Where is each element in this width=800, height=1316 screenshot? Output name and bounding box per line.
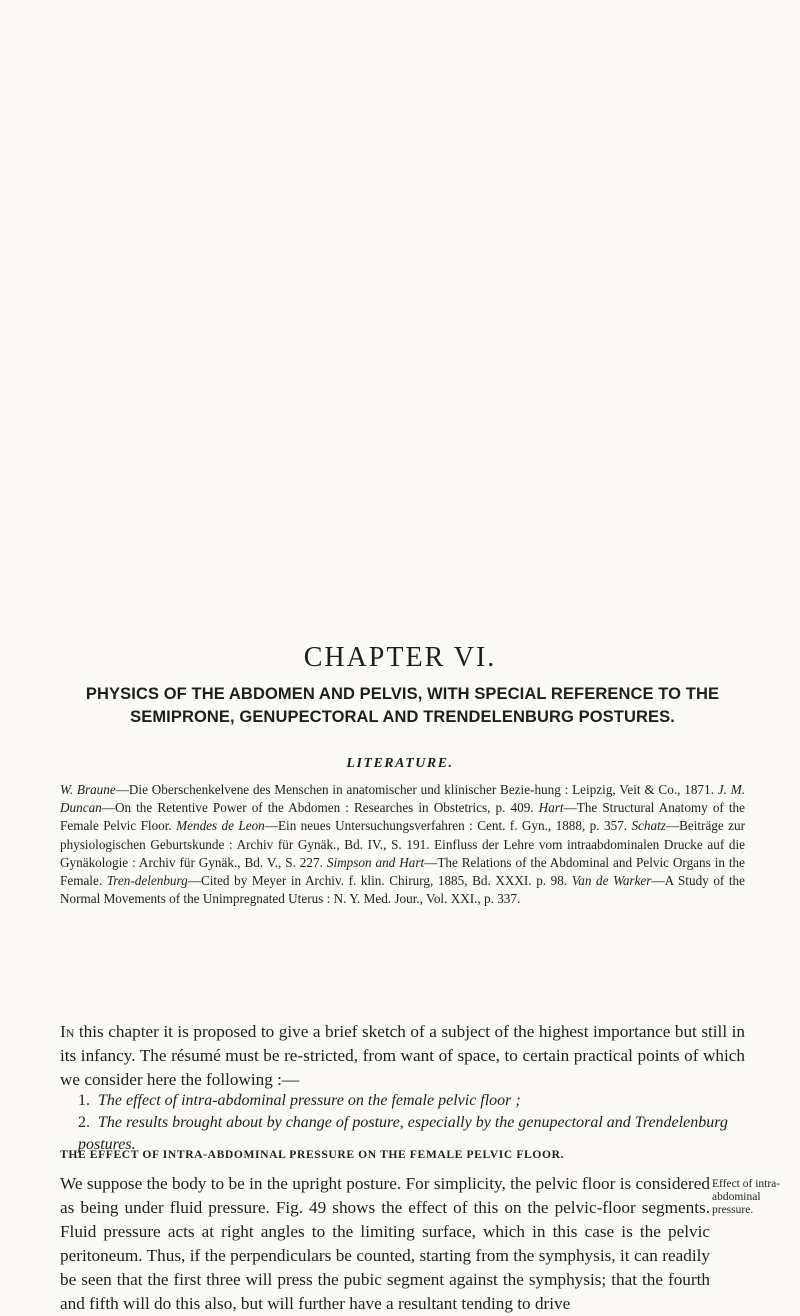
chapter-number: CHAPTER VI. — [303, 642, 497, 673]
chapter-title: PHYSICS OF THE ABDOMEN AND PELVIS, WITH SPECIAL REFERENCE TO THE SEMIPRONE, GENUPECTORAL AND TRENDELENBURG POSTURES. — [85, 685, 720, 726]
literature-author: Van de Warker — [571, 873, 652, 889]
intro-lead: In — [60, 1022, 75, 1041]
list-item-number: 2. — [78, 1114, 90, 1131]
literature-author: Mendes de Leon — [176, 818, 265, 834]
literature-author: W. Braune — [60, 782, 116, 797]
literature-author: Hart — [538, 800, 564, 816]
literature-heading: LITERATURE. — [346, 756, 454, 771]
literature-author: Schatz — [631, 818, 666, 834]
literature-citation: —Cited by Meyer in Archiv. f. klin. Chirurg, 1885, Bd. XXXI. p. 98. — [187, 873, 572, 889]
list-item-text: The effect of intra-abdominal pressure on the female pelvic floor ; — [98, 1092, 521, 1109]
literature-author: J. M. Duncan — [60, 782, 745, 816]
literature-citation: —On the Retentive Power of the Abdomen : Researches in Obstetrics, p. 409. — [101, 800, 539, 816]
literature-author: Simpson and Hart — [326, 854, 425, 870]
numbered-list — [78, 1090, 745, 1156]
list-item — [78, 1090, 745, 1112]
literature-author: Tren-delenburg — [106, 873, 188, 889]
section-heading: THE EFFECT OF INTRA-ABDOMINAL PRESSURE ON THE FEMALE PELVIC FLOOR. — [60, 1148, 565, 1161]
list-item-number: 1. — [78, 1092, 90, 1109]
literature-citation: —Ein neues Untersuchungsverfahren : Cent. f. Gyn., 1888, p. 357. — [264, 818, 632, 834]
literature-citation: —The Relations of the Abdominal and Pelvic Organs in the Female. — [60, 854, 746, 889]
literature-citation: —Beiträge zur physiologischen Geburtskunde : Archiv für Gynäk., Bd. IV., S. 191. Einfluss der Lehre vom intraabdominalen Drucke auf die Gynäkologie : Archiv für Gynäk., Bd. V., S. 227. — [60, 818, 745, 870]
literature-citation: —The Structural Anatomy of the Female Pelvic Floor. — [60, 800, 745, 834]
intro-paragraph — [60, 1020, 745, 1092]
intro-text: this chapter it is proposed to give a brief sketch of a subject of the highest importance but still in its infancy. The résumé must be re-stricted, from want of space, to certain practical points of which we consider here the following :— — [60, 1022, 745, 1089]
literature-citation: —A Study of the Normal Movements of the Unimpregnated Uterus : N. Y. Med. Jour., Vol. XXI., p. 337. — [60, 873, 745, 907]
margin-note: Effect of intra-abdominal pressure. — [712, 1178, 781, 1216]
section-body: We suppose the body to be in the upright posture. For simplicity, the pelvic floor is considered as being under fluid pressure. Fig. 49 shows the effect of this on the pelvic-floor segments. Fluid pressure acts at right angles to the limiting surface, which in this case is the pelvic peritoneum. Thus, if the perpendiculars be counted, starting from the symphysis, it can readily be seen that the first three will press the pubic segment against the symphysis; that the fourth and fifth will do this also, but will further have a resultant tending to drive — [60, 1174, 710, 1313]
list-item-text: The results brought about by change of posture, especially by the genupectoral and Trendelenburg postures. — [78, 1114, 728, 1153]
literature-list — [60, 781, 745, 908]
literature-citation: —Die Oberschenkelvene des Menschen in anatomischer und klinischer Bezie-hung : Leipzig, Veit & Co., 1871. — [115, 782, 718, 797]
